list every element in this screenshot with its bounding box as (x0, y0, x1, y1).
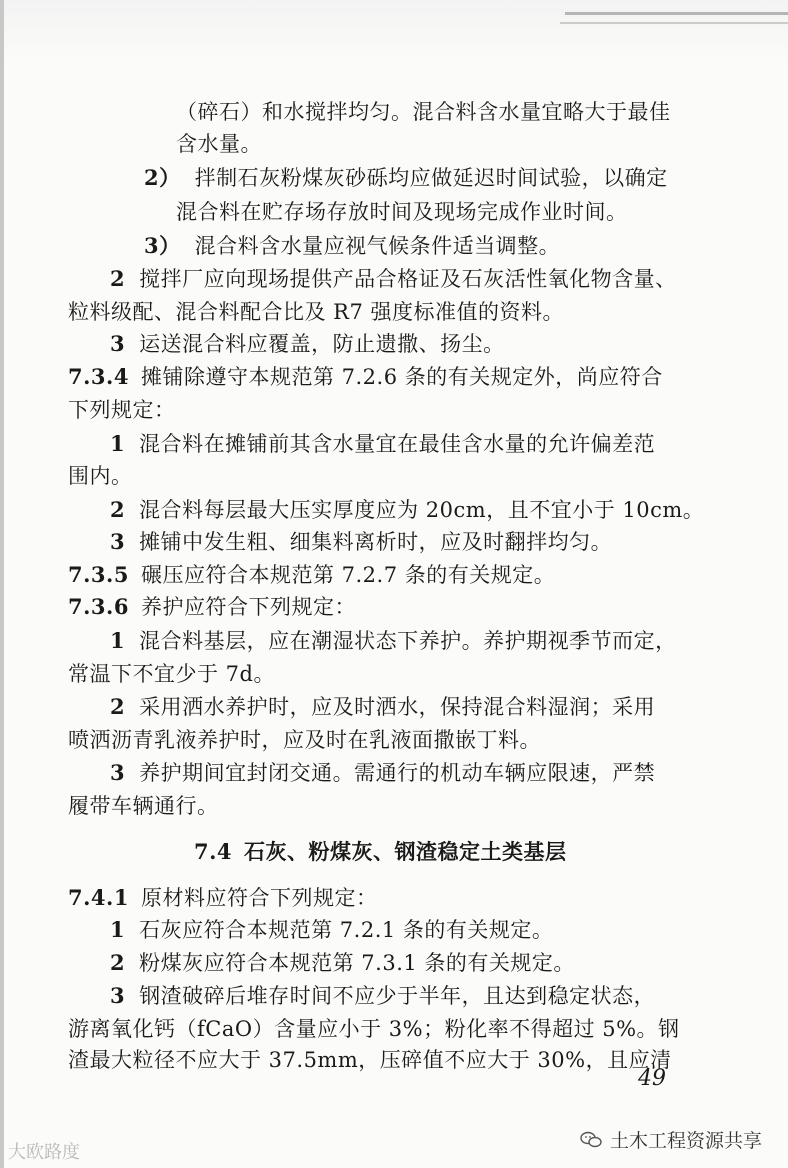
watermark-text: 土木工程资源共享 (610, 1130, 763, 1152)
text-line: 混合料在贮存场存放时间及现场完成作业时间。 (176, 200, 628, 224)
list-item: 2 搅拌厂应向现场提供产品合格证及石灰活性氧化物含量、 (110, 266, 677, 291)
list-item: 3） 混合料含水量应视气候条件适当调整。 (144, 233, 561, 258)
list-item: 2 采用洒水养护时，应及时洒水，保持混合料湿润；采用 (110, 694, 656, 719)
section-heading: 7.4 石灰、粉煤灰、钢渣稳定土类基层 (194, 839, 567, 864)
text-line: 渣最大粒径不应大于 37.5mm，压碎值不应大于 30%，且应清 (68, 1048, 672, 1072)
list-item: 3 养护期间宜封闭交通。需通行的机动车辆应限速，严禁 (110, 760, 656, 785)
page-edge (0, 0, 4, 1168)
text-line: 含水量。 (176, 132, 262, 156)
text-line: 下列规定： (68, 398, 176, 422)
wechat-icon (580, 1131, 602, 1149)
list-item: 2 粉煤灰应符合本规范第 7.3.1 条的有关规定。 (110, 950, 575, 975)
text-line: 常温下不宜少于 7d。 (68, 662, 275, 686)
page-number: 49 (638, 1066, 666, 1091)
clause: 7.3.6 养护应符合下列规定： (68, 594, 356, 619)
list-item: 3 钢渣破碎后堆存时间不应少于半年，且达到稳定状态， (110, 983, 656, 1008)
list-item: 1 混合料在摊铺前其含水量宜在最佳含水量的允许偏差范 (110, 431, 656, 456)
list-item: 3 摊铺中发生粗、细集料离析时，应及时翻拌均匀。 (110, 529, 613, 554)
text-line: 履带车辆通行。 (68, 794, 219, 818)
page-top-shadow (0, 0, 788, 60)
list-item: 3 运送混合料应覆盖，防止遗撒、扬尘。 (110, 331, 505, 356)
scan-mark (560, 22, 788, 24)
list-item: 1 石灰应符合本规范第 7.2.1 条的有关规定。 (110, 917, 554, 942)
text-line: （碎石）和水搅拌均匀。混合料含水量宜略大于最佳 (176, 100, 671, 124)
text-line: 游离氧化钙（fCaO）含量应小于 3%；粉化率不得超过 5%。钢 (68, 1017, 680, 1041)
clause: 7.4.1 原材料应符合下列规定： (68, 885, 378, 910)
text-line: 粒料级配、混合料配合比及 R7 强度标准值的资料。 (68, 300, 565, 324)
list-item: 2 混合料每层最大压实厚度应为 20cm，且不宜小于 10cm。 (110, 497, 705, 522)
scan-mark (565, 12, 788, 15)
watermark-left (8, 1138, 80, 1164)
clause: 7.3.5 碾压应符合本规范第 7.2.7 条的有关规定。 (68, 562, 556, 587)
watermark-text: 大欧路度 (8, 1142, 80, 1163)
text-line: 围内。 (68, 464, 133, 488)
list-item: 2） 拌制石灰粉煤灰砂砾均应做延迟时间试验，以确定 (144, 165, 668, 190)
clause: 7.3.4 摊铺除遵守本规范第 7.2.6 条的有关规定外，尚应符合 (68, 364, 663, 389)
watermark-right (580, 1126, 762, 1153)
text-line: 喷洒沥青乳液养护时，应及时在乳液面撒嵌丁料。 (68, 728, 541, 752)
list-item: 1 混合料基层，应在潮湿状态下养护。养护期视季节而定， (110, 628, 677, 653)
